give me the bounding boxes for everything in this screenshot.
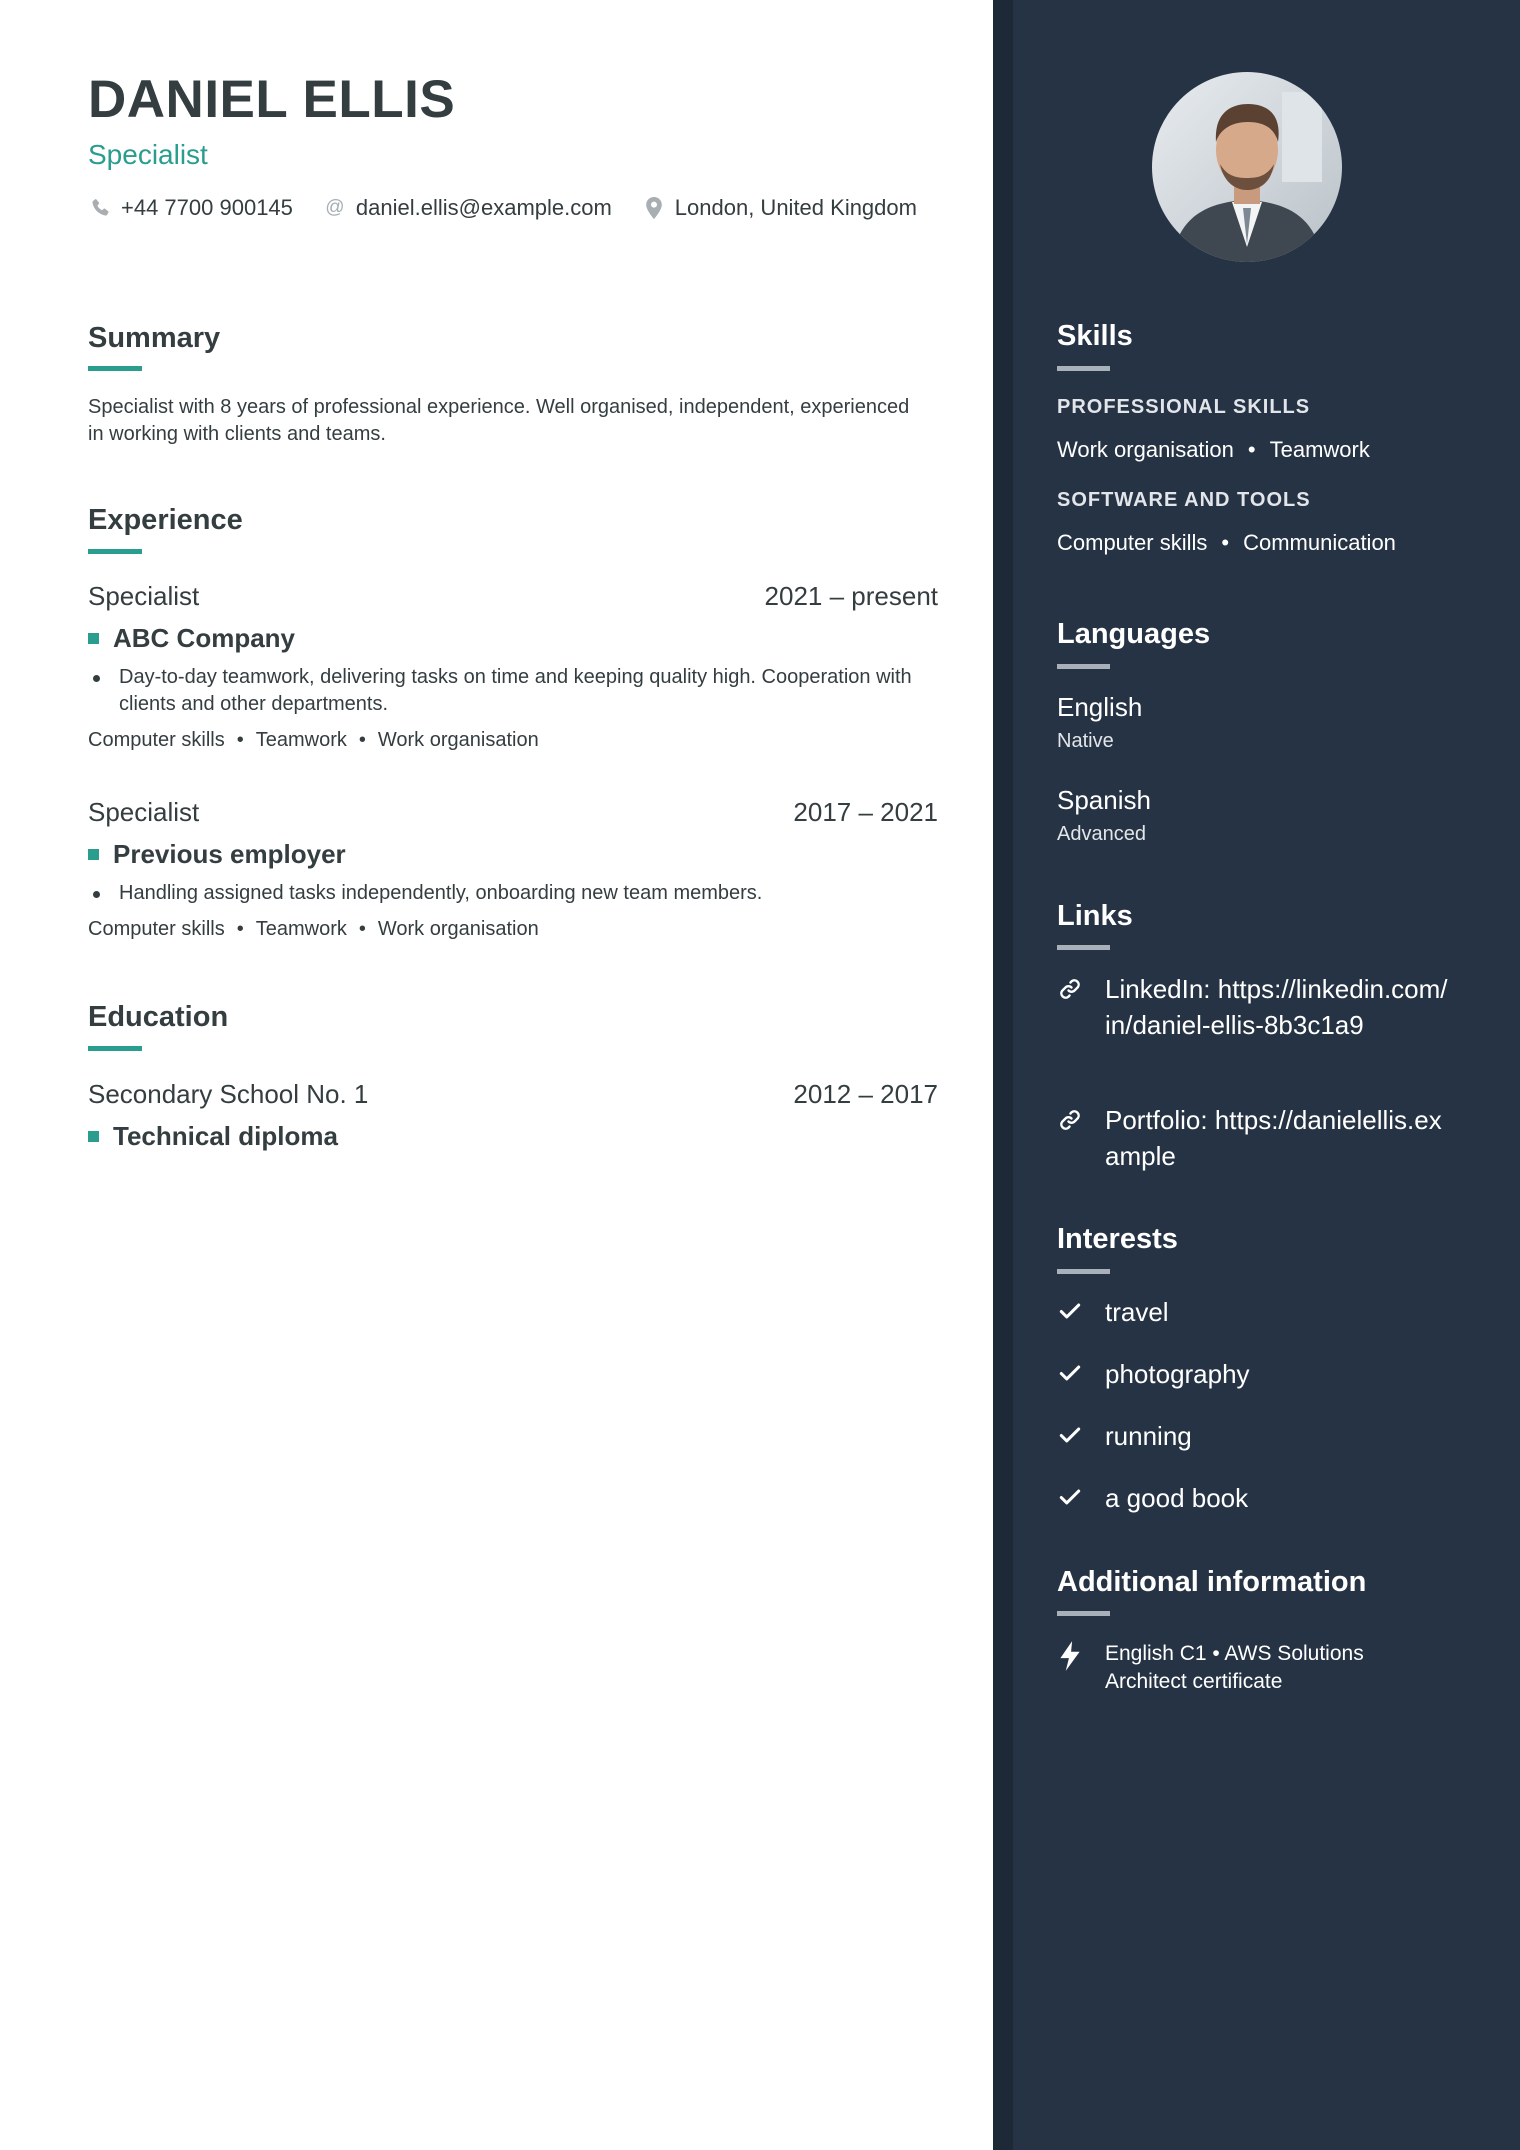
job-position: Specialist <box>88 797 200 827</box>
interests-rule <box>1057 1269 1110 1274</box>
additional-rule <box>1057 1611 1110 1616</box>
lightning-icon <box>1057 1640 1085 1672</box>
links-rule <box>1057 945 1110 950</box>
link-icon <box>1057 1107 1085 1135</box>
phone-number: +44 7700 900145 <box>121 195 293 220</box>
degree-marker <box>88 1131 99 1142</box>
check-icon <box>1057 1298 1085 1326</box>
link-item[interactable] <box>1057 971 1450 1043</box>
interest-item: running <box>1057 1418 1192 1454</box>
languages-rule <box>1057 664 1110 669</box>
company-marker <box>88 633 99 644</box>
summary-rule <box>88 366 142 371</box>
interests-heading: Interests <box>1057 1223 1178 1255</box>
phone-icon <box>88 196 112 220</box>
job-tag: Work organisation <box>377 729 539 751</box>
skill-item: Communication <box>1243 530 1396 555</box>
check-icon <box>1057 1360 1085 1388</box>
check-icon <box>1057 1484 1085 1512</box>
contact-phone[interactable] <box>88 195 293 221</box>
job-entry <box>88 795 938 943</box>
contact-bar <box>88 191 947 225</box>
skills-heading: Skills <box>1057 320 1133 352</box>
job-tag: Work organisation <box>377 918 539 940</box>
languages-heading: Languages <box>1057 618 1211 650</box>
job-company: ABC Company <box>113 623 296 653</box>
contact-email[interactable] <box>323 195 612 221</box>
bullet-dot <box>93 891 100 898</box>
profile-photo <box>1152 72 1342 262</box>
job-tag: Teamwork <box>255 729 347 751</box>
link-item[interactable] <box>1057 1102 1450 1174</box>
job-description: Day-to-day teamwork, delivering tasks on time and keeping quality high. Cooperation with clients and other departments. <box>88 664 938 718</box>
skill-item: Computer skills <box>1057 530 1208 555</box>
language-level: Advanced <box>1057 823 1146 845</box>
interest-item: travel <box>1057 1294 1169 1330</box>
education-heading: Education <box>88 1001 229 1033</box>
company-marker <box>88 849 99 860</box>
job-period: 2021 – present <box>764 581 938 611</box>
additional-heading: Additional information <box>1057 1566 1367 1598</box>
language-name: English <box>1057 692 1143 722</box>
email-address: daniel.ellis@example.com <box>355 195 612 220</box>
job-entry <box>88 579 938 754</box>
job-description: Handling assigned tasks independently, onboarding new team members. <box>88 880 938 907</box>
summary-text: Specialist with 8 years of professional experience. Well organised, independent, experienced in working with clients and teams. <box>88 396 910 445</box>
candidate-role: Specialist <box>88 139 208 170</box>
check-icon <box>1057 1422 1085 1450</box>
education-entry <box>88 1077 938 1153</box>
skills-group-label: SOFTWARE AND TOOLS <box>1057 489 1311 511</box>
interest-item: photography <box>1057 1356 1250 1392</box>
job-tag: Teamwork <box>255 918 347 940</box>
experience-rule <box>88 549 142 554</box>
contact-location <box>642 195 917 221</box>
sidebar-edge <box>993 0 1013 2150</box>
candidate-name: DANIEL ELLIS <box>88 70 456 129</box>
job-period: 2017 – 2021 <box>793 797 938 827</box>
skills-rule <box>1057 366 1110 371</box>
language-name: Spanish <box>1057 785 1151 815</box>
job-company: Previous employer <box>113 839 346 869</box>
interest-item: a good book <box>1057 1480 1248 1516</box>
experience-heading: Experience <box>88 504 243 536</box>
degree-name: Technical diploma <box>113 1121 338 1151</box>
job-tag: Computer skills <box>88 729 225 751</box>
links-heading: Links <box>1057 900 1133 932</box>
location-text: London, United Kingdom <box>674 195 917 220</box>
link-text: Portfolio: https://danielellis.example <box>1105 1105 1442 1171</box>
bullet-dot <box>93 675 100 682</box>
job-position: Specialist <box>88 581 200 611</box>
skills-group-items: Computer skills • Communication <box>1057 530 1396 555</box>
job-tags: Computer skills • Teamwork • Work organisation <box>88 916 938 943</box>
skills-group-label: PROFESSIONAL SKILLS <box>1057 396 1311 418</box>
at-icon: @ <box>325 197 345 218</box>
education-period: 2012 – 2017 <box>793 1079 938 1109</box>
school-name: Secondary School No. 1 <box>88 1079 369 1109</box>
job-tags: Computer skills • Teamwork • Work organisation <box>88 727 938 754</box>
location-pin-icon <box>642 196 666 220</box>
link-text: LinkedIn: https://linkedin.com/in/daniel-ellis-8b3c1a9 <box>1105 974 1448 1040</box>
language-level: Native <box>1057 730 1114 752</box>
education-rule <box>88 1046 142 1051</box>
skill-item: Work organisation <box>1057 437 1234 462</box>
summary-heading: Summary <box>88 322 221 354</box>
additional-item <box>1057 1640 1425 1696</box>
skill-item: Teamwork <box>1269 437 1370 462</box>
job-tag: Computer skills <box>88 918 225 940</box>
skills-group-items: Work organisation • Teamwork <box>1057 437 1370 462</box>
additional-text: English C1 • AWS Solutions Architect certificate <box>1105 1642 1364 1693</box>
link-icon <box>1057 976 1085 1004</box>
